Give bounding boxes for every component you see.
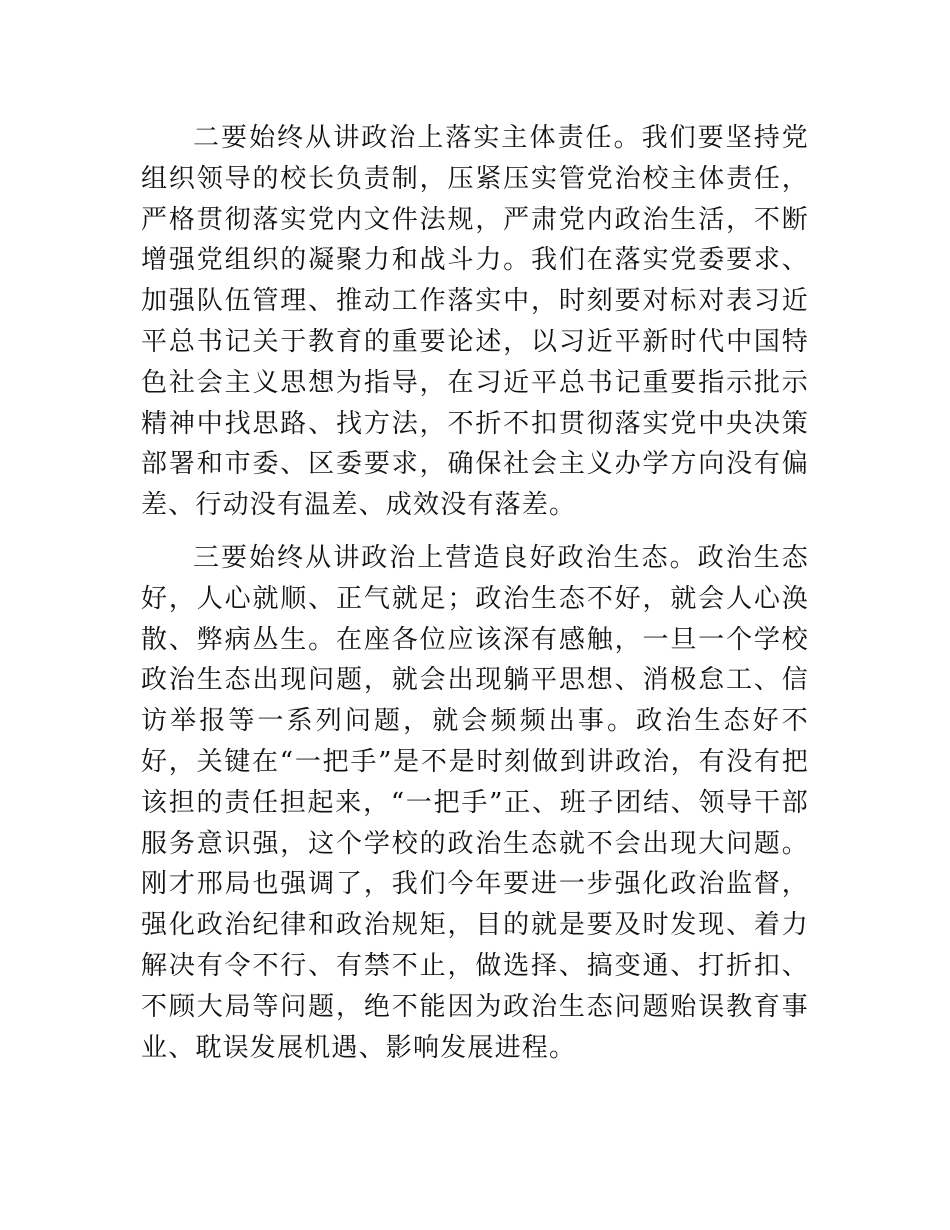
paragraph-responsibility: 二要始终从讲政治上落实主体责任。我们要坚持党组织领导的校长负责制，压紧压实管党治校主体责任，严格贯彻落实党内文件法规，严肃党内政治生活，不断增强党组织的凝聚力和战斗力。我们在落实党委要求、加强队伍管理、推动工作落实中，时刻要对标对表习近平总书记关于教育的重要论述，以习近平新时代中国特色社会主义思想为指导，在习近平总书记重要指示批示精神中找思路、找方法，不折不扣贯彻落实党中央决策部署和市委、区委要求，确保社会主义办学方向没有偏差、行动没有温差、成效没有落差。 — [141, 123, 809, 521]
document-body — [141, 118, 809, 1068]
paragraph-political-ecology: 三要始终从讲政治上营造良好政治生态。政治生态好，人心就顺、正气就足；政治生态不好，就会人心涣散、弊病丛生。在座各位应该深有感触，一旦一个学校政治生态出现问题，就会出现躺平思想、消极怠工、信访举报等一系列问题，就会频频出事。政治生态好不好，关键在“一把手”是不是时刻做到讲政治，有没有把该担的责任担起来，“一把手”正、班子团结、领导干部服务意识强，这个学校的政治生态就不会出现大问题。刚才邢局也强调了，我们今年要进一步强化政治监督，强化政治纪律和政治规矩，目的就是要及时发现、着力解决有令不行、有禁不止，做选择、搞变通、打折扣、不顾大局等问题，绝不能因为政治生态问题贻误教育事业、耽误发展机遇、影响发展进程。 — [141, 542, 809, 1063]
